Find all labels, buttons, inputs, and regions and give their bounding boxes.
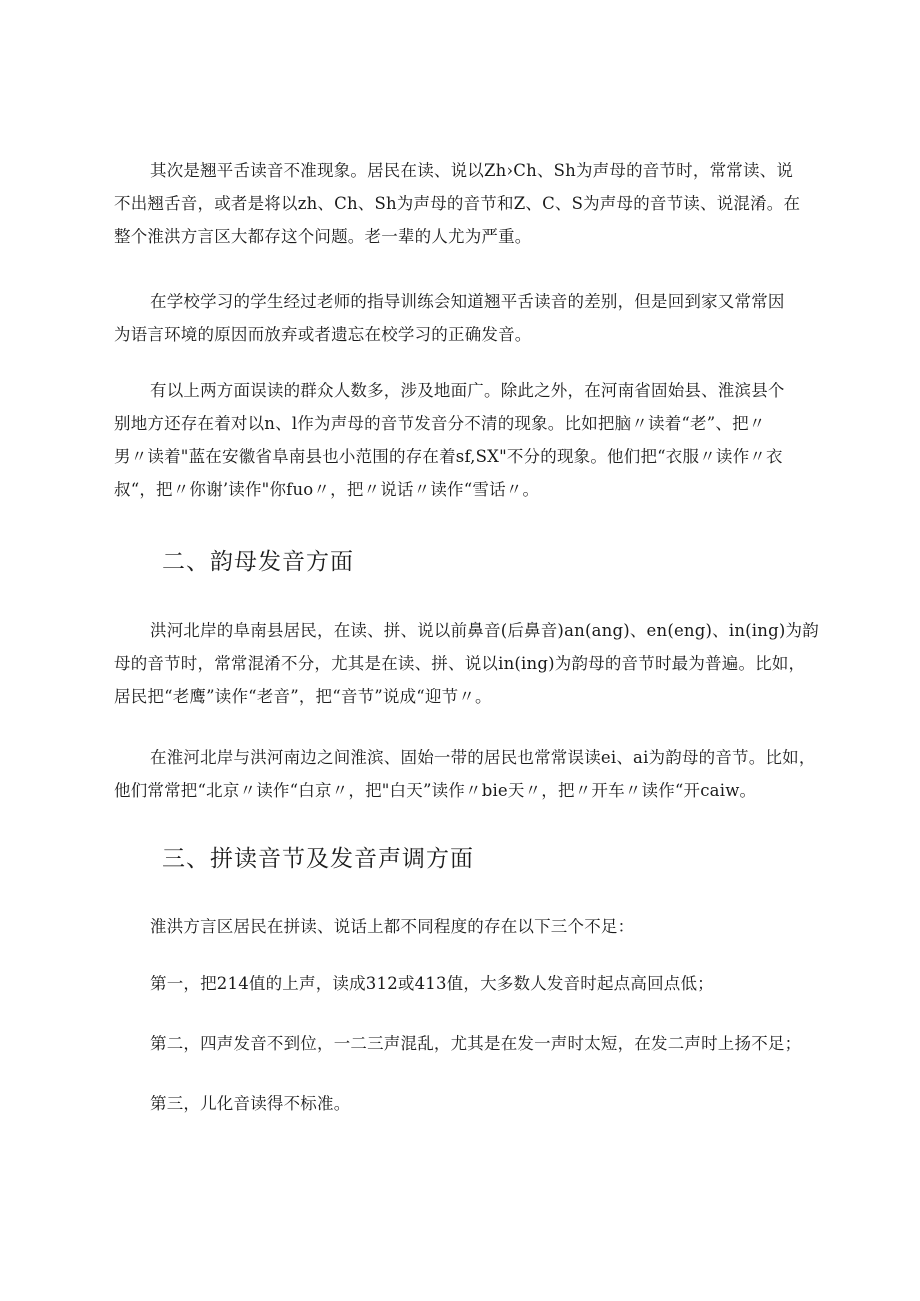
text-line: 有以上两方面误读的群众人数多，涉及地面广。除此之外，在河南省固始县、淮滨县个: [150, 381, 785, 400]
section-heading-finals: 二、韵母发音方面: [162, 549, 354, 575]
paragraph-nasal-finals: [114, 614, 819, 713]
text-line: 母的音节时，常常混淆不分，尤其是在读、拼、说以in(ing)为韵母的音节时最为普遍。比如，: [114, 654, 806, 673]
text-line: 别地方还存在着对以n、l作为声母的音节发音分不清的现象。比如把脑〃读着“老”、把〃: [114, 414, 766, 433]
list-item-second: 第二，四声发音不到位，一二三声混乱，尤其是在发一声时太短，在发二声时上扬不足；: [150, 1034, 802, 1053]
text-line: 不出翘舌音，或者是将以zh、Ch、Sh为声母的音节和Z、C、S为声母的音节读、说混淆。在: [114, 194, 801, 213]
text-line: 在学校学习的学生经过老师的指导训练会知道翘平舌读音的差别，但是回到家又常常因: [150, 292, 785, 311]
paragraph-ei-ai: [114, 741, 816, 807]
text-line: 其次是翘平舌读音不准现象。居民在读、说以Zh›Ch、Sh为声母的音节时，常常读、说: [150, 161, 794, 180]
text-line: 淮洪方言区居民在拼读、说话上都不同程度的存在以下三个不足：: [150, 917, 635, 936]
section-heading-tones: 三、拼读音节及发音声调方面: [162, 846, 474, 872]
paragraph-retroflex: [114, 154, 810, 253]
text-line: 整个淮洪方言区大都存这个问题。老一辈的人尤为严重。: [114, 227, 532, 246]
list-item-third: 第三，儿化音读得不标准。: [150, 1094, 351, 1113]
text-line: 在淮河北岸与洪河南边之间淮滨、固始一带的居民也常常误读ei、ai为韵母的音节。比如，: [150, 748, 816, 767]
text-line: 男〃读着"蓝在安徽省阜南县也小范围的存在着sf,SX"不分的现象。他们把“衣服〃读作〃衣: [114, 447, 783, 466]
paragraph-n-l-confusion: [114, 374, 810, 506]
paragraph-students: [114, 285, 810, 351]
text-line: 为语言环境的原因而放弃或者遗忘在校学习的正确发音。: [114, 325, 532, 344]
list-item-first: 第一，把214值的上声，读成312或413值，大多数人发音时起点高回点低；: [150, 974, 714, 993]
text-line: 洪河北岸的阜南县居民，在读、拼、说以前鼻音(后鼻音)an(ang)、en(eng)、in(ing)为韵: [150, 621, 819, 640]
text-line: 叔“，把〃你谢’读作"你fuo〃，把〃说话〃读作“雪话〃。: [114, 480, 540, 499]
paragraph-tones-intro: [114, 910, 810, 943]
text-line: 居民把“老鹰”读作“老音”，把“音节”说成“迎节〃。: [114, 687, 492, 706]
text-line: 他们常常把“北京〃读作“白京〃，把"白天”读作〃bie天〃，把〃开车〃读作“开caiw。: [114, 781, 757, 800]
